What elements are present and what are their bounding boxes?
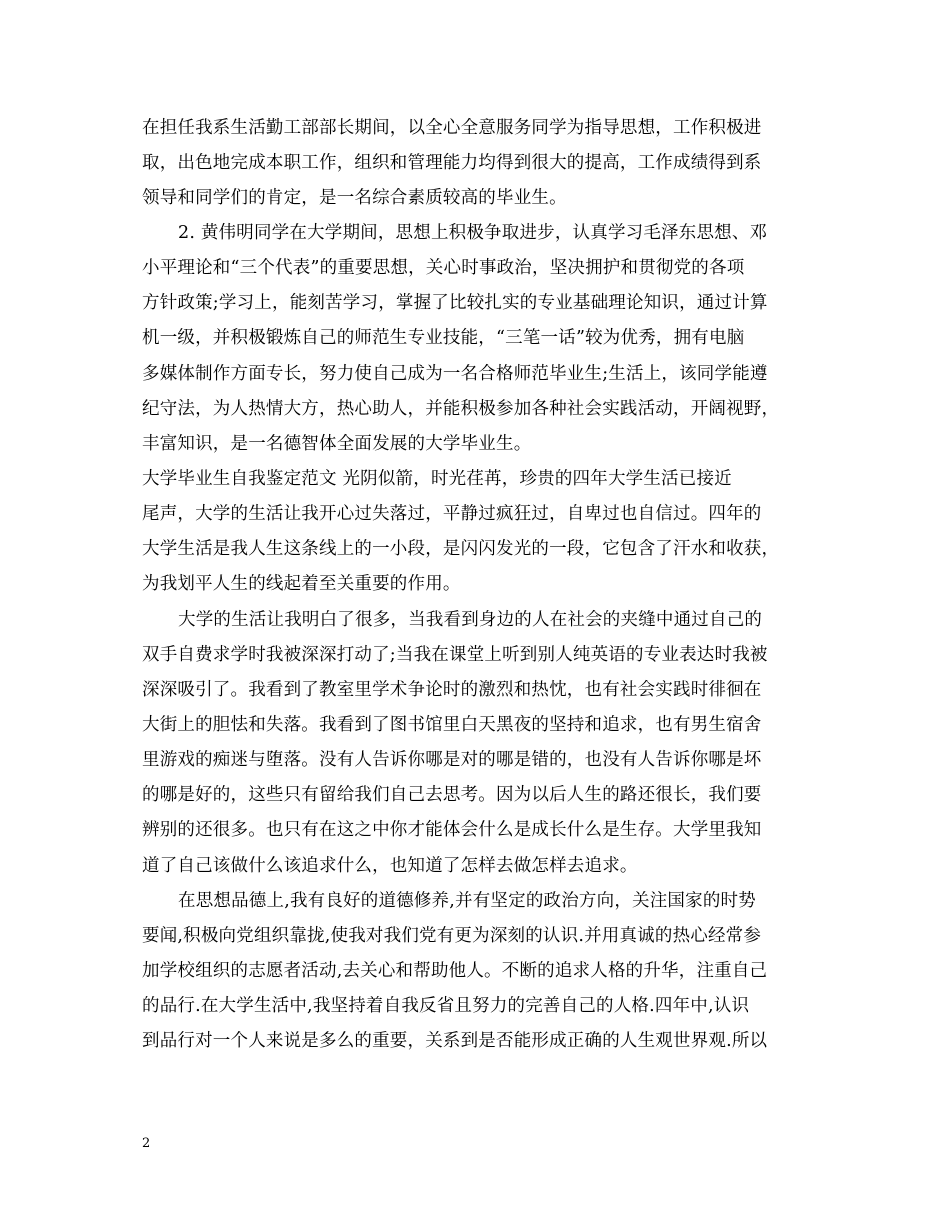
text-line: 深深吸引了。我看到了教室里学术争论时的激烈和热忱，也有社会实践时徘徊在	[142, 680, 762, 700]
text-line: 取，出色地完成本职工作，组织和管理能力均得到很大的提高，工作成绩得到系	[142, 153, 762, 173]
page-number: 2	[142, 1136, 151, 1151]
text-line: 小平理论和“三个代表”的重要思想，关心时事政治，坚决拥护和贯彻党的各项	[142, 258, 745, 278]
text-line: 纪守法，为人热情大方，热心助人，并能积极参加各种社会实践活动，开阔视野，	[142, 399, 780, 419]
text-line: 大学的生活让我明白了很多，当我看到身边的人在社会的夹缝中通过自己的	[178, 610, 763, 630]
text-line: 大学生活是我人生这条线上的一小段，是闪闪发光的一段，它包含了汗水和收获，	[142, 539, 780, 559]
text-line: 领导和同学们的肯定，是一名综合素质较高的毕业生。	[142, 188, 567, 208]
text-line: 在思想品德上,我有良好的道德修养,并有坚定的政治方向，关注国家的时势	[178, 891, 756, 911]
text-line: 方针政策;学习上，能刻苦学习，掌握了比较扎实的专业基础理论知识，通过计算	[142, 293, 768, 313]
text-line: 多媒体制作方面专长，努力使自己成为一名合格师范毕业生;生活上，该同学能遵	[142, 364, 768, 384]
text-line: 大街上的胆怯和失落。我看到了图书馆里白天黑夜的坚持和追求，也有男生宿舍	[142, 715, 762, 735]
text-line: 的哪是好的，这些只有留给我们自己去思考。因为以后人生的路还很长，我们要	[142, 785, 762, 805]
text-line: 在担任我系生活勤工部部长期间，以全心全意服务同学为指导思想，工作积极进	[142, 118, 762, 138]
text-line: 辨别的还很多。也只有在这之中你才能体会什么是成长什么是生存。大学里我知	[142, 820, 762, 840]
text-line: 丰富知识，是一名德智体全面发展的大学毕业生。	[142, 434, 532, 454]
text-line: 要闻,积极向党组织靠拢,使我对我们党有更为深刻的认识.并用真诚的热心经常参	[142, 926, 762, 946]
text-line: 尾声，大学的生活让我开心过失落过，平静过疯狂过，自卑过也自信过。四年的	[142, 504, 762, 524]
text-line: 2. 黄伟明同学在大学期间，思想上积极争取进步，认真学习毛泽东思想、邓	[178, 223, 768, 243]
text-line: 的品行.在大学生活中,我坚持着自我反省且努力的完善自己的人格.四年中,认识	[142, 996, 750, 1016]
text-line: 双手自费求学时我被深深打动了;当我在课堂上听到别人纯英语的专业表达时我被	[142, 645, 768, 665]
text-line: 道了自己该做什么该追求什么，也知道了怎样去做怎样去追求。	[142, 856, 638, 876]
text-line: 大学毕业生自我鉴定范文 光阴似箭，时光荏苒，珍贵的四年大学生活已接近	[142, 469, 732, 489]
text-line: 机一级，并积极锻炼自己的师范生专业技能，“三笔一话”较为优秀，拥有电脑	[142, 328, 745, 348]
text-line: 为我划平人生的线起着至关重要的作用。	[142, 574, 461, 594]
text-line: 到品行对一个人来说是多么的重要，关系到是否能形成正确的人生观世界观.所以	[142, 1031, 768, 1051]
text-line: 里游戏的痴迷与堕落。没有人告诉你哪是对的哪是错的，也没有人告诉你哪是坏	[142, 750, 762, 770]
text-line: 加学校组织的志愿者活动,去关心和帮助他人。不断的追求人格的升华，注重自己	[142, 961, 768, 981]
